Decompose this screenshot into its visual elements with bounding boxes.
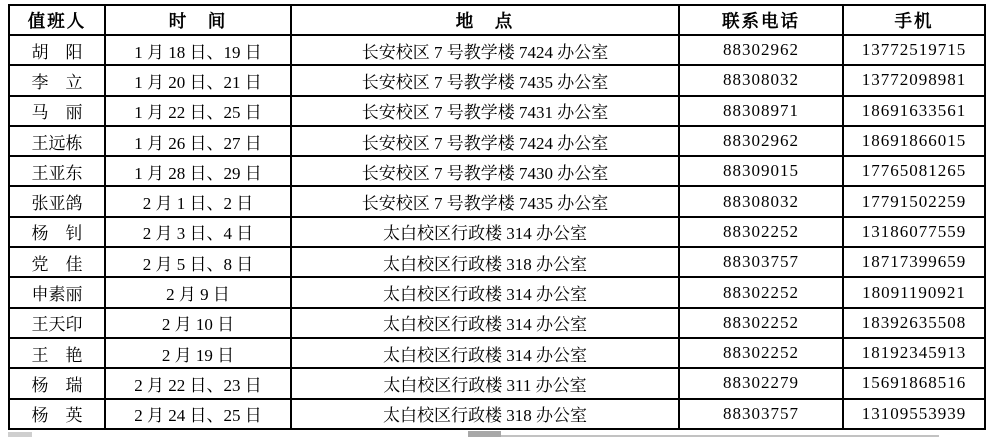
cell-time: 1 月 20 日、21 日: [105, 65, 291, 95]
cell-phone: 88302279: [679, 368, 843, 398]
cell-time: 1 月 26 日、27 日: [105, 126, 291, 156]
cell-location: 长安校区 7 号教学楼 7424 办公室: [291, 126, 679, 156]
table-row: [9, 186, 985, 216]
cell-mobile: 18691633561: [843, 96, 985, 126]
cell-location: 长安校区 7 号教学楼 7430 办公室: [291, 156, 679, 186]
cell-time: 2 月 22 日、23 日: [105, 368, 291, 398]
cell-phone: 88302252: [679, 217, 843, 247]
cell-phone: 88303757: [679, 399, 843, 429]
cell-time: 1 月 28 日、29 日: [105, 156, 291, 186]
cell-time: 1 月 18 日、19 日: [105, 35, 291, 65]
cell-phone: 88308032: [679, 65, 843, 95]
cell-name: 李 立: [9, 65, 105, 95]
header-time: 时 间: [105, 5, 291, 35]
cell-mobile: 18192345913: [843, 338, 985, 368]
cell-name: 杨 英: [9, 399, 105, 429]
cell-location: 太白校区行政楼 314 办公室: [291, 308, 679, 338]
table-row: [9, 277, 985, 307]
cell-time: 2 月 19 日: [105, 338, 291, 368]
cell-mobile: 17791502259: [843, 186, 985, 216]
cell-location: 长安校区 7 号教学楼 7435 办公室: [291, 65, 679, 95]
cell-time: 1 月 22 日、25 日: [105, 96, 291, 126]
table-row: [9, 338, 985, 368]
cell-phone: 88303757: [679, 247, 843, 277]
cell-location: 长安校区 7 号教学楼 7424 办公室: [291, 35, 679, 65]
cell-location: 太白校区行政楼 314 办公室: [291, 217, 679, 247]
cell-time: 2 月 1 日、2 日: [105, 186, 291, 216]
header-row: [9, 5, 985, 35]
table-row: [9, 65, 985, 95]
cell-location: 太白校区行政楼 314 办公室: [291, 277, 679, 307]
header-phone: 联系电话: [679, 5, 843, 35]
table-row: [9, 35, 985, 65]
cell-mobile: 18691866015: [843, 126, 985, 156]
cell-mobile: 15691868516: [843, 368, 985, 398]
cell-phone: 88302252: [679, 338, 843, 368]
header-mobile: 手机: [843, 5, 985, 35]
cell-phone: 88302962: [679, 126, 843, 156]
cell-location: 太白校区行政楼 314 办公室: [291, 338, 679, 368]
cell-time: 2 月 9 日: [105, 277, 291, 307]
cell-phone: 88308032: [679, 186, 843, 216]
cell-phone: 88309015: [679, 156, 843, 186]
table-row: [9, 308, 985, 338]
header-location: 地 点: [291, 5, 679, 35]
cell-time: 2 月 10 日: [105, 308, 291, 338]
cell-location: 长安校区 7 号教学楼 7431 办公室: [291, 96, 679, 126]
cell-time: 2 月 24 日、25 日: [105, 399, 291, 429]
cell-name: 胡 阳: [9, 35, 105, 65]
table-row: [9, 368, 985, 398]
header-person: 值班人: [9, 5, 105, 35]
table-row: [9, 126, 985, 156]
table-row: [9, 399, 985, 429]
cell-name: 申素丽: [9, 277, 105, 307]
cropped-content-artifact: [8, 432, 32, 437]
cell-location: 太白校区行政楼 311 办公室: [291, 368, 679, 398]
cell-mobile: 13109553939: [843, 399, 985, 429]
cell-name: 党 佳: [9, 247, 105, 277]
cell-mobile: 17765081265: [843, 156, 985, 186]
cropped-content-artifact: [501, 435, 939, 437]
duty-roster-table: [8, 4, 986, 430]
table-row: [9, 217, 985, 247]
cell-name: 王 艳: [9, 338, 105, 368]
cell-mobile: 18091190921: [843, 277, 985, 307]
cell-location: 长安校区 7 号教学楼 7435 办公室: [291, 186, 679, 216]
cell-name: 杨 钊: [9, 217, 105, 247]
cell-name: 张亚鸽: [9, 186, 105, 216]
cell-phone: 88302962: [679, 35, 843, 65]
cell-mobile: 13186077559: [843, 217, 985, 247]
cell-mobile: 13772098981: [843, 65, 985, 95]
cell-name: 杨 瑞: [9, 368, 105, 398]
cell-name: 王远栋: [9, 126, 105, 156]
cell-phone: 88302252: [679, 277, 843, 307]
cell-name: 王天印: [9, 308, 105, 338]
cell-name: 马 丽: [9, 96, 105, 126]
cropped-content-artifact: [468, 431, 501, 437]
cell-location: 太白校区行政楼 318 办公室: [291, 247, 679, 277]
table-row: [9, 247, 985, 277]
cell-mobile: 13772519715: [843, 35, 985, 65]
table-row: [9, 96, 985, 126]
cell-location: 太白校区行政楼 318 办公室: [291, 399, 679, 429]
cell-time: 2 月 5 日、8 日: [105, 247, 291, 277]
cell-phone: 88308971: [679, 96, 843, 126]
cell-mobile: 18717399659: [843, 247, 985, 277]
table-row: [9, 156, 985, 186]
cell-time: 2 月 3 日、4 日: [105, 217, 291, 247]
cell-mobile: 18392635508: [843, 308, 985, 338]
cell-phone: 88302252: [679, 308, 843, 338]
cell-name: 王亚东: [9, 156, 105, 186]
